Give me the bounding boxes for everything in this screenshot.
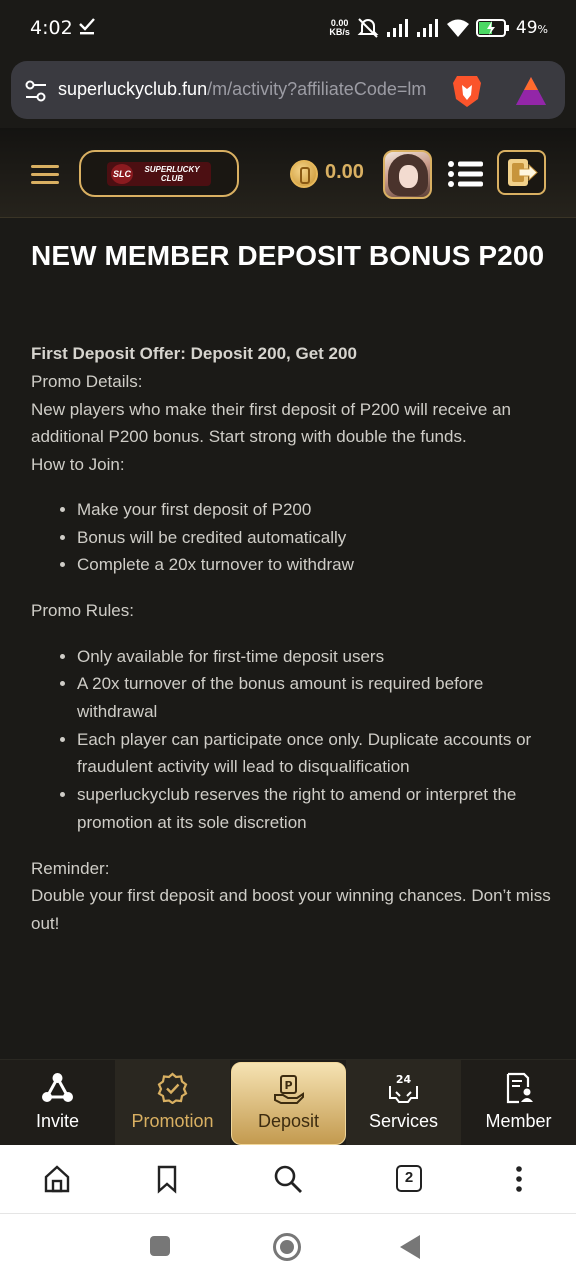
list-item: • Bonus will be credited automatically — [77, 524, 551, 552]
hamburger-menu-icon[interactable] — [31, 165, 59, 185]
list-item: • A 20x turnover of the bonus amount is required before withdrawal — [77, 670, 551, 725]
address-bar[interactable] — [11, 61, 565, 119]
list-item: • Make your first deposit of P200 — [77, 496, 551, 524]
list-menu-icon[interactable] — [447, 161, 483, 187]
status-time: 4:02 — [30, 17, 73, 39]
system-nav-bar — [0, 1214, 576, 1280]
nav-promotion[interactable]: Promotion — [115, 1060, 230, 1146]
browser-address-area — [0, 56, 576, 128]
how-to-join-list — [77, 496, 551, 579]
balance-amount: 0.00 — [325, 161, 364, 183]
svg-text:24: 24 — [395, 1073, 412, 1086]
24h-service-icon — [387, 1072, 420, 1104]
promo-details-label: Promo Details: — [31, 372, 143, 391]
status-bar — [0, 0, 576, 56]
tabs-button[interactable]: 2 — [396, 1165, 422, 1192]
battery-charging-icon — [476, 19, 510, 37]
deposit-icon — [273, 1073, 306, 1105]
member-doc-icon — [502, 1072, 535, 1104]
download-done-icon — [78, 16, 96, 36]
bottom-nav — [0, 1059, 576, 1145]
badge-check-icon — [156, 1072, 189, 1104]
back-button[interactable] — [400, 1235, 420, 1259]
promo-rules-list — [77, 643, 551, 837]
logout-button[interactable] — [497, 150, 546, 195]
list-item: • Each player can participate once only. Duplicate accounts or fraudulent activity will lead to disqualification — [77, 726, 551, 781]
promo-details-text: New players who make their first deposit of P200 will receive an additional P200 bonus. Start strong with double the funds. — [31, 399, 511, 446]
recents-button[interactable] — [150, 1236, 170, 1256]
reminder-label: Reminder: — [31, 858, 110, 878]
site-logo-button[interactable] — [79, 150, 239, 197]
more-vert-icon[interactable] — [504, 1164, 534, 1194]
list-item: • Complete a 20x turnover to withdraw — [77, 551, 551, 579]
share-nodes-icon — [41, 1072, 74, 1104]
site-header — [0, 128, 576, 218]
url-text[interactable]: superluckyclub.fun/m/activity?affiliateCode=lm — [58, 79, 427, 99]
home-button[interactable] — [273, 1233, 301, 1261]
nav-member[interactable]: Member — [461, 1060, 576, 1146]
signal-icon-2 — [416, 18, 440, 38]
avatar[interactable] — [383, 150, 432, 199]
brave-lion-icon[interactable] — [451, 73, 483, 109]
nav-deposit[interactable]: P Deposit — [231, 1062, 346, 1145]
wifi-icon — [446, 18, 470, 38]
promo-rules-label: Promo Rules: — [31, 601, 134, 621]
coin-icon — [290, 160, 318, 188]
nav-invite[interactable]: Invite — [0, 1060, 115, 1146]
logo-mark: SLC — [111, 164, 133, 184]
status-icons — [329, 15, 548, 41]
browser-toolbar — [0, 1145, 576, 1214]
battery-level: 49% — [515, 18, 548, 38]
triangle-rewards-icon[interactable] — [514, 75, 548, 107]
signal-icon — [386, 18, 410, 38]
logo-text: SUPERLUCKY CLUB — [144, 165, 200, 183]
net-speed: 0.00 KB/s — [329, 18, 350, 37]
bookmark-icon[interactable] — [152, 1164, 182, 1194]
site-logo — [107, 162, 211, 186]
promo-content — [31, 238, 551, 937]
logout-icon — [499, 152, 544, 193]
reminder-text: Double your first deposit and boost your winning chances. Don’t miss out! — [31, 886, 551, 933]
how-to-join-label: How to Join: — [31, 454, 125, 474]
tune-icon[interactable] — [24, 79, 48, 103]
nav-services[interactable]: 24 Services — [346, 1060, 461, 1146]
offer-heading: First Deposit Offer: Deposit 200, Get 200 — [31, 344, 357, 363]
list-item: • Only available for first-time deposit users — [77, 643, 551, 671]
search-icon[interactable] — [273, 1164, 303, 1194]
mute-icon — [356, 16, 380, 40]
page-title: NEW MEMBER DEPOSIT BONUS P200 — [31, 240, 545, 271]
svg-text:P: P — [284, 1079, 293, 1092]
home-icon[interactable] — [42, 1164, 72, 1194]
list-item: • superluckyclub reserves the right to amend or interpret the promotion at its sole discretion — [77, 781, 551, 836]
